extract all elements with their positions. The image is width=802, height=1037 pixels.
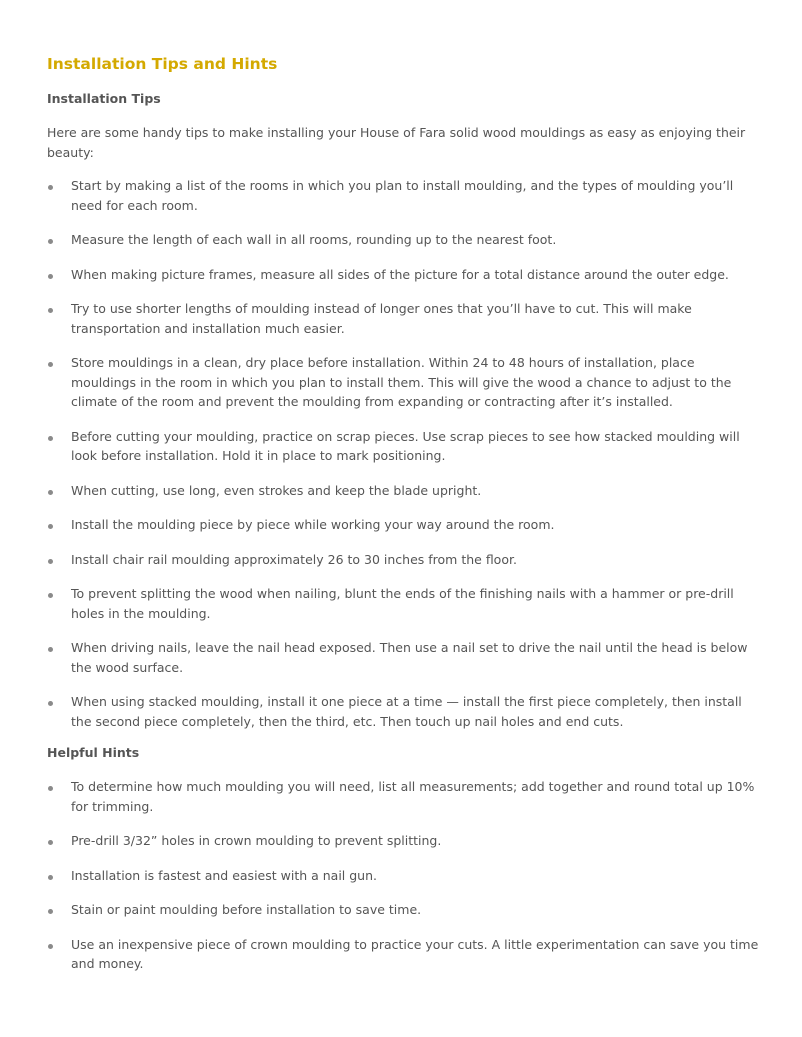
- bullet-icon: [48, 362, 53, 367]
- list-item-text: Start by making a list of the rooms in which you plan to install moulding, and the types of moulding you’ll need for each room.: [71, 178, 734, 213]
- bullet-icon: [48, 875, 53, 880]
- hints-list: [47, 777, 759, 974]
- bullet-icon: [48, 701, 53, 706]
- tips-intro: Here are some handy tips to make installing your House of Fara solid wood mouldings as easy as enjoying their beauty:: [47, 125, 746, 160]
- list-item-text: To prevent splitting the wood when nailing, blunt the ends of the finishing nails with a hammer or pre-drill holes in the moulding.: [71, 586, 734, 621]
- list-item-text: When cutting, use long, even strokes and keep the blade upright.: [71, 482, 482, 498]
- bullet-icon: [48, 593, 53, 598]
- list-item-text: Install the moulding piece by piece while working your way around the room.: [71, 517, 555, 532]
- list-item-text: When making picture frames, measure all sides of the picture for a total distance around the outer edge.: [71, 266, 729, 282]
- list-item-text: Store mouldings in a clean, dry place before installation. Within 24 to 48 hours of installation, place mouldings in the room in which you plan to install them. This will give the wood a chance to adjust to the climate of the room and prevent the moulding from expanding or contracting after it’s installed.: [71, 355, 732, 409]
- list-item: [47, 353, 759, 412]
- list-item: [47, 265, 759, 285]
- bullet-icon: [48, 308, 53, 313]
- list-item-text: Stain or paint moulding before installation to save time.: [71, 902, 422, 917]
- list-item-text: Use an inexpensive piece of crown moulding to practice your cuts. A little experimentation can save you time and money.: [71, 936, 759, 971]
- list-item: [47, 692, 759, 731]
- bullet-icon: [48, 239, 53, 244]
- list-item-text: Installation is fastest and easiest with a nail gun.: [71, 867, 377, 883]
- list-item-text: When using stacked moulding, install it one piece at a time — install the first piece completely, then install the second piece completely, then the third, etc. Then touch up nail holes and end cuts.: [71, 694, 742, 729]
- bullet-icon: [48, 490, 53, 495]
- list-item: [47, 935, 759, 974]
- list-item-text: Install chair rail moulding approximately 26 to 30 inches from the floor.: [71, 551, 517, 567]
- list-item: [47, 427, 759, 466]
- tips-heading: Installation Tips: [47, 91, 161, 106]
- bullet-icon: [48, 840, 53, 845]
- tips-list: [47, 176, 759, 731]
- list-item: [47, 550, 759, 570]
- bullet-icon: [48, 436, 53, 441]
- bullet-icon: [48, 786, 53, 791]
- list-item-text: Try to use shorter lengths of moulding instead of longer ones that you’ll have to cut. This will make transportation and installation much easier.: [71, 301, 692, 336]
- bullet-icon: [48, 524, 53, 529]
- list-item: [47, 230, 759, 250]
- bullet-icon: [48, 559, 53, 564]
- list-item: [47, 866, 759, 886]
- hints-heading: Helpful Hints: [47, 745, 140, 760]
- list-item: [47, 777, 759, 816]
- list-item: [47, 299, 759, 338]
- list-item: [47, 481, 759, 501]
- page-title: Installation Tips and Hints: [47, 55, 278, 73]
- list-item: [47, 638, 759, 677]
- document-page: [47, 52, 759, 989]
- list-item-text: To determine how much moulding you will need, list all measurements; add together and round total up 10% for trimming.: [71, 779, 755, 814]
- list-item: [47, 515, 759, 535]
- list-item: [47, 900, 759, 920]
- list-item-text: Before cutting your moulding, practice on scrap pieces. Use scrap pieces to see how stacked moulding will look before installation. Hold it in place to mark positioning.: [71, 428, 740, 463]
- bullet-icon: [48, 909, 53, 914]
- list-item: [47, 584, 759, 623]
- list-item-text: Measure the length of each wall in all rooms, rounding up to the nearest foot.: [71, 232, 557, 247]
- list-item-text: When driving nails, leave the nail head exposed. Then use a nail set to drive the nail until the head is below the wood surface.: [71, 640, 748, 675]
- bullet-icon: [48, 185, 53, 190]
- list-item-text: Pre-drill 3/32” holes in crown moulding to prevent splitting.: [71, 833, 442, 848]
- list-item: [47, 831, 759, 851]
- bullet-icon: [48, 274, 53, 279]
- bullet-icon: [48, 944, 53, 949]
- list-item: [47, 176, 759, 215]
- bullet-icon: [48, 647, 53, 652]
